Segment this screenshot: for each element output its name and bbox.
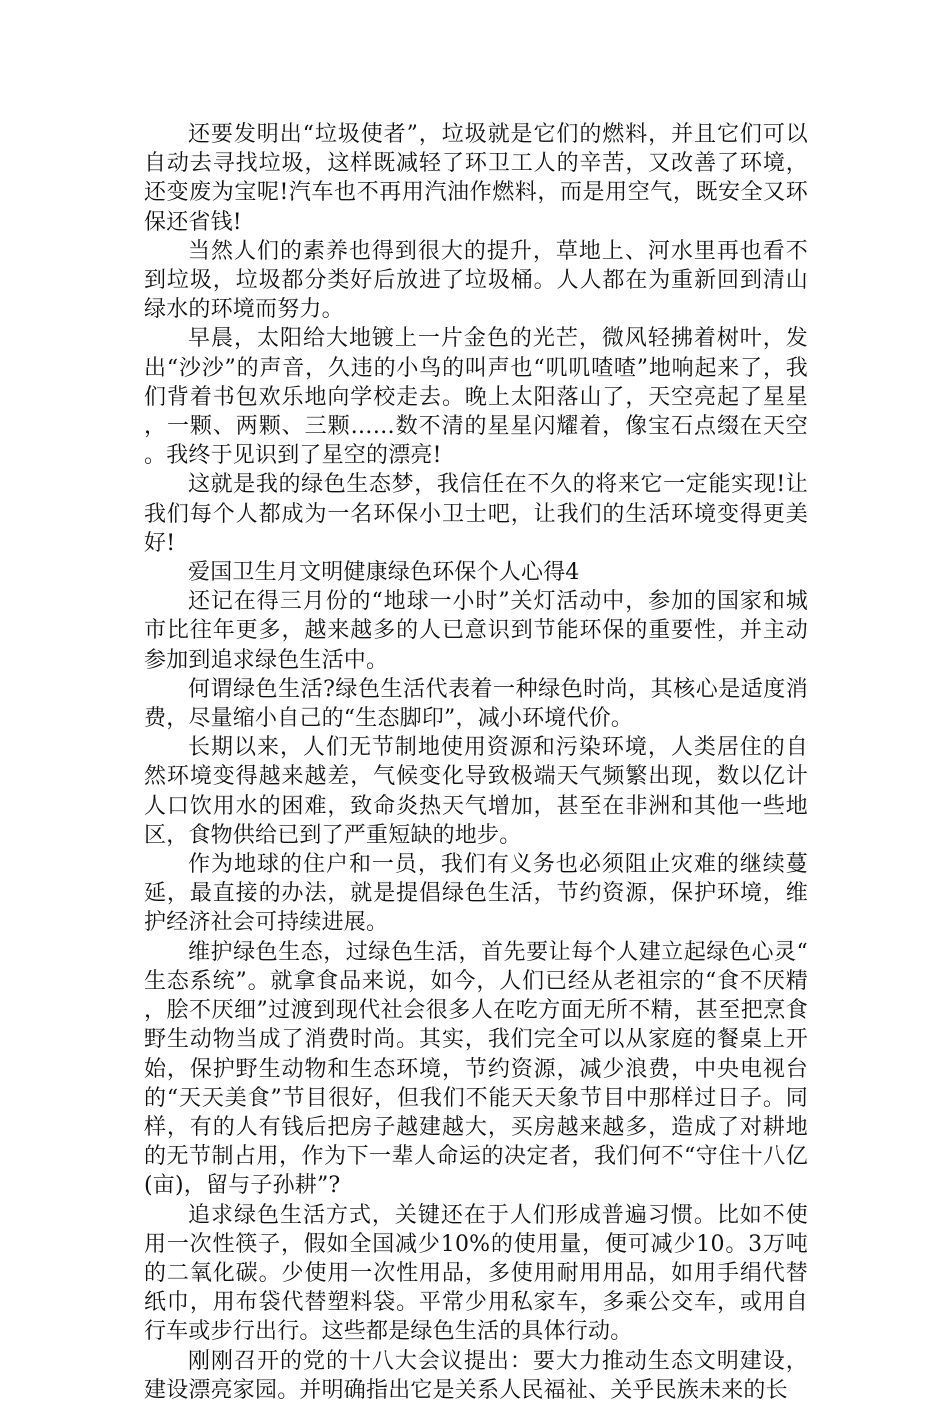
paragraph-8: 作为地球的住户和一员，我们有义务也必须阻止灾难的继续蔓延，最直接的办法，就是提倡绿色生活，节约资源，保护环境，维护经济社会可持续进展。: [144, 852, 808, 936]
paragraph-7: 长期以来，人们无节制地使用资源和污染环境，人类居住的自然环境变得越来越差，气候变化导致极端天气频繁出现，数以亿计人口饮用水的困难，致命炎热天气增加，甚至在非洲和其他一些地区，食物供给已到了严重短缺的地步。: [144, 735, 808, 848]
paragraph-2: 当然人们的素养也得到很大的提升，草地上、河水里再也看不到垃圾，垃圾都分类好后放进了垃圾桶。人人都在为重新回到清山绿水的环境而努力。: [144, 238, 808, 323]
paragraph-6: 何谓绿色生活?绿色生活代表着一种绿色时尚，其核心是适度消费，尽量缩小自己的“生态脚印”，减小环境代价。: [144, 676, 808, 732]
document-body: [144, 120, 808, 1405]
paragraph-5: 还记在得三月份的“地球一小时”关灯活动中，参加的国家和城市比往年更多，越来越多的人已意识到节能环保的重要性，并主动参加到追求绿色生活中。: [144, 589, 808, 673]
paragraph-9: 维护绿色生态，过绿色生活，首先要让每个人建立起绿色心灵“生态系统”。就拿食品来说，如今，人们已经从老祖宗的“食不厌精，脍不厌细”过渡到现代社会很多人在吃方面无所不精，甚至把烹食野生动物当成了消费时尚。其实，我们完全可以从家庭的餐桌上开始，保护野生动物和生态环境，节约资源，减少浪费，中央电视台的“天天美食”节目很好，但我们不能天天象节目中那样过日子。同样，有的人有钱后把房子越建越大，买房越来越多，造成了对耕地的无节制占用，作为下一辈人命运的决定者，我们何不“守住十八亿(亩)，留与子孙耕”?: [144, 939, 808, 1199]
paragraph-1: 还要发明出“垃圾使者”，垃圾就是它们的燃料，并且它们可以自动去寻找垃圾，这样既减轻了环卫工人的辛苦，又改善了环境，还变废为宝呢!汽车也不再用汽油作燃料，而是用空气，既安全又环保还省钱!: [144, 122, 808, 235]
paragraph-3: 早晨，太阳给大地镀上一片金色的光芒，微风轻拂着树叶，发出“沙沙”的声音，久违的小鸟的叫声也“叽叽喳喳”地响起来了，我们背着书包欢乐地向学校走去。晚上太阳落山了，天空亮起了星星，一颗、两颗、三颗……数不清的星星闪耀着，像宝石点缀在天空。我终于见识到了星空的漂亮!: [144, 326, 808, 469]
section-heading: 爱国卫生月文明健康绿色环保个人心得4: [188, 560, 580, 586]
paragraph-10: 追求绿色生活方式，关键还在于人们形成普遍习惯。比如不使用一次性筷子，假如全国减少10%的使用量，便可减少10。3万吨的二氧化碳。少使用一次性用品，多使用耐用用品，如用手绢代替纸巾，用布袋代替塑料袋。平常少用私家车，多乘公交车，或用自行车或步行出行。这些都是绿色生活的具体行动。: [144, 1202, 808, 1345]
paragraph-4: 这就是我的绿色生态梦，我信任在不久的将来它一定能实现!让我们每个人都成为一名环保小卫士吧，让我们的生活环境变得更美好!: [144, 472, 808, 556]
paragraph-11: 刚刚召开的党的十八大会议提出：要大力推动生态文明建设，建设漂亮家园。并明确指出它是关系人民福祉、关乎民族未来的长: [144, 1348, 808, 1403]
